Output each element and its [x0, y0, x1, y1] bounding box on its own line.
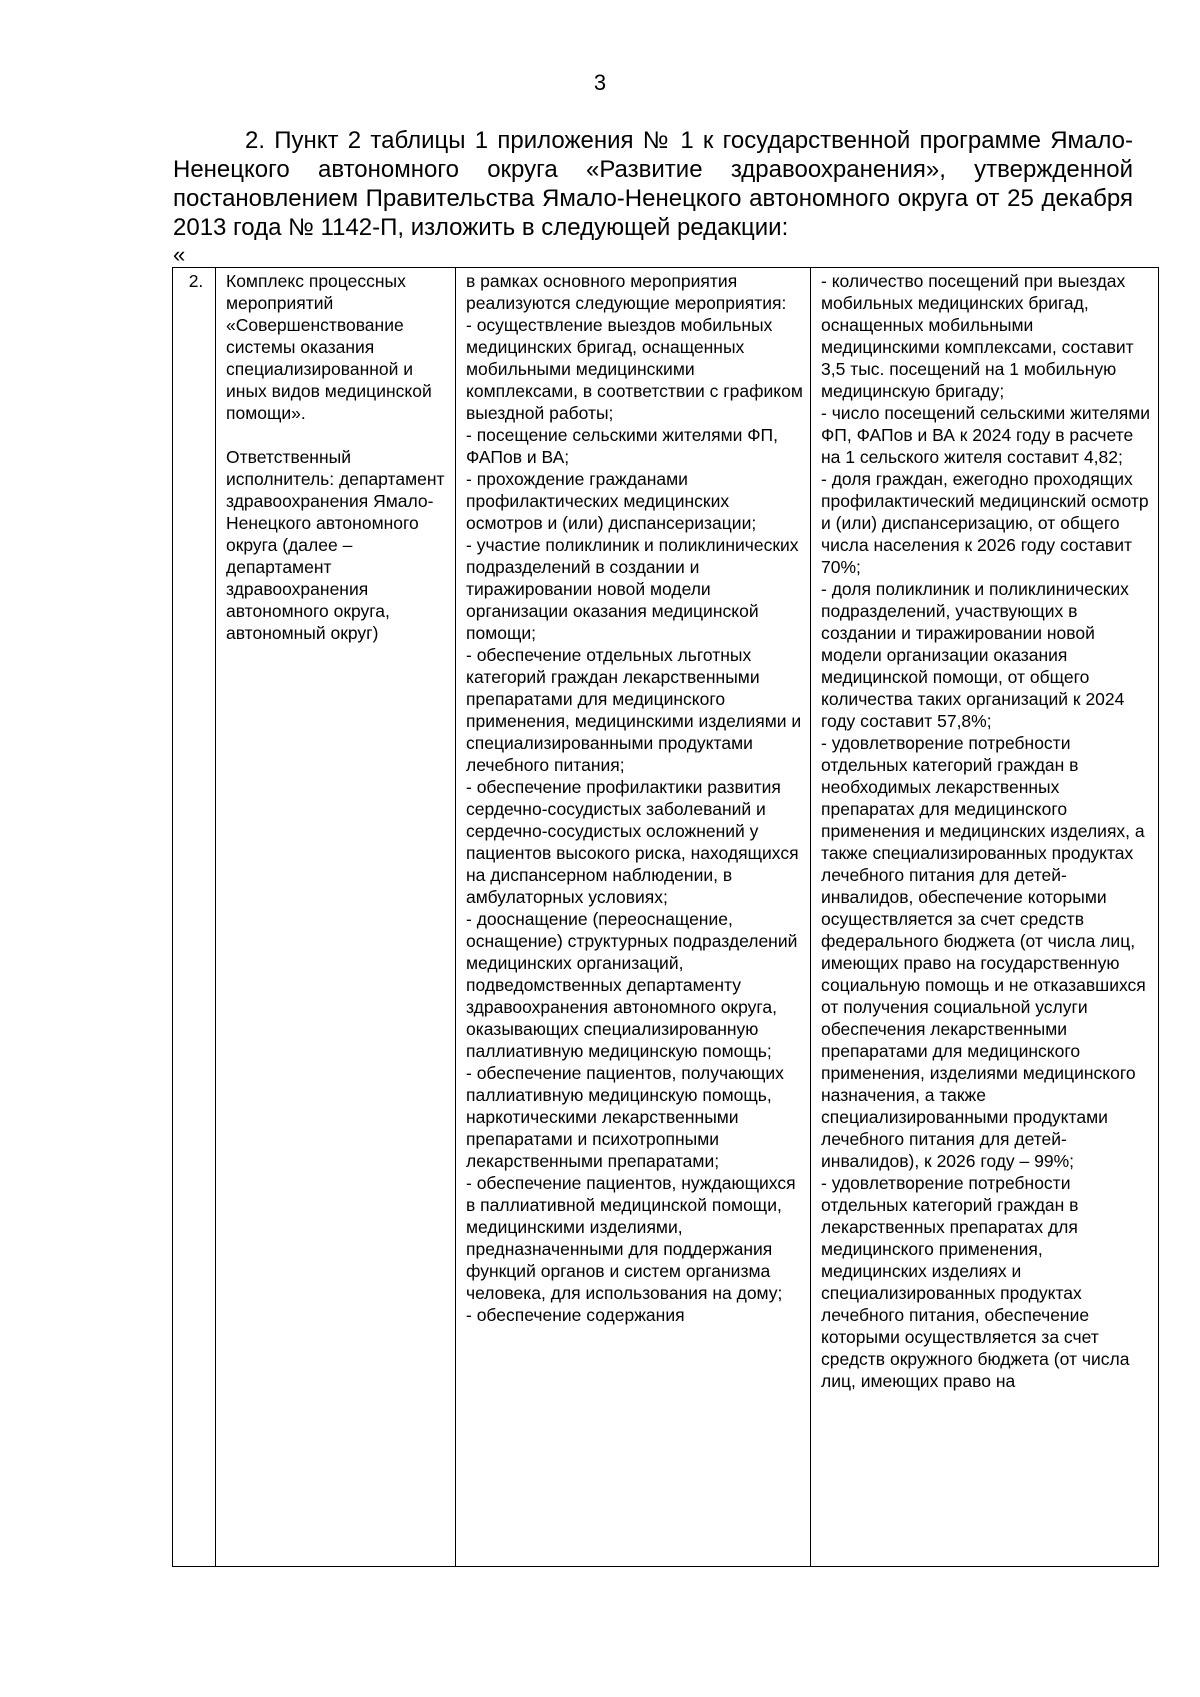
- complex-name: Комплекс процессных мероприятий «Совершенствование системы оказания специализированной и иных видов медицинской помощи».: [226, 271, 432, 423]
- results-cell: [811, 268, 1159, 1567]
- responsible-executor: Ответственный исполнитель: департамент здравоохранения Ямало-Ненецкого автономного округа (далее – департамент здравоохранения автономного округа, автономный округ): [226, 447, 445, 643]
- page-number: 3: [593, 70, 607, 95]
- measure-item: - участие поликлиник и поликлинических подразделений в создании и тиражировании новой модели организации оказания медицинской помощи;: [466, 535, 799, 643]
- measure-item: - дооснащение (переоснащение, оснащение) структурных подразделений медицинских организаций, подведомственных департаменту здравоохранения автономного округа, оказывающих специализированную паллиативную медицинскую помощь;: [466, 909, 798, 1061]
- result-item: - доля граждан, ежегодно проходящих профилактический медицинский осмотр и (или) диспансеризацию, от общего числа населения к 2026 году составит 70%;: [821, 469, 1149, 577]
- measure-item: - осуществление выездов мобильных медицинских бригад, оснащенных мобильными медицинскими комплексами, в соответствии с графиком выездной работы;: [466, 315, 803, 423]
- result-item: - удовлетворение потребности отдельных категорий граждан в необходимых лекарственных препаратах для медицинского применения и медицинских изделиях, а также специализированных продуктах лечебного питания для детей-инвалидов, обеспечение которыми осуществляется за счет средств федерального бюджета (от числа лиц, имеющих право на государственную социальную помощь и не отказавшихся от получения социальной услуги обеспечения лекарственными препаратами для медицинского применения, изделиями медицинского назначения, а также специализированными продуктами лечебного питания для детей-инвалидов), к 2026 году – 99%;: [821, 733, 1146, 1171]
- measure-item: - посещение сельскими жителями ФП, ФАПов и ВА;: [466, 425, 778, 467]
- measure-item: - обеспечение содержания: [466, 1305, 685, 1325]
- measure-item: - обеспечение пациентов, нуждающихся в паллиативной медицинской помощи, медицинскими изделиями, предназначенными для поддержания функций органов и систем организма человека, для использования на дому;: [466, 1173, 796, 1303]
- intro-paragraph: 2. Пункт 2 таблицы 1 приложения № 1 к государственной программе Ямало-Ненецкого автономного округа «Развитие здравоохранения», утвержденной постановлением Правительства Ямало-Ненецкого автономного округа от 25 декабря 2013 года № 1142-П, изложить в следующей редакции:: [173, 127, 1133, 241]
- measure-item: - обеспечение профилактики развития сердечно-сосудистых заболеваний и сердечно-сосудистых осложнений у пациентов высокого риска, находящихся на диспансерном наблюдении, в амбулаторных условиях;: [466, 777, 799, 907]
- result-item: - доля поликлиник и поликлинических подразделений, участвующих в создании и тиражировании новой модели организации оказания медицинской помощи, от общего количества таких организаций к 2024 году составит 57,8%;: [821, 579, 1129, 731]
- measures-cell: [456, 268, 811, 1567]
- row-number: 2.: [188, 271, 204, 291]
- result-item: - удовлетворение потребности отдельных категорий граждан в лекарственных препаратах для медицинского применения, медицинских изделиях и специализированных продуктах лечебного питания, обеспечение которыми осуществляется за счет средств окружного бюджета (от числа лиц, имеющих право на: [821, 1173, 1130, 1391]
- measure-item: - прохождение гражданами профилактических медицинских осмотров и (или) диспансеризации;: [466, 469, 757, 533]
- result-item: - количество посещений при выездах мобильных медицинских бригад, оснащенных мобильными медицинскими комплексами, составит 3,5 тыс. посещений на 1 мобильную медицинскую бригаду;: [821, 271, 1134, 401]
- opening-quote: «: [173, 242, 186, 267]
- name-cell: [216, 268, 456, 1567]
- table-row: [173, 268, 1159, 1567]
- result-item: - число посещений сельскими жителями ФП, ФАПов и ВА к 2024 году в расчете на 1 сельского жителя составит 4,82;: [821, 403, 1151, 467]
- program-table: [172, 267, 1159, 1567]
- measure-item: - обеспечение пациентов, получающих паллиативную медицинскую помощь, наркотическими лекарственными препаратами и психотропными лекарственными препаратами;: [466, 1063, 784, 1171]
- measure-item: - обеспечение отдельных льготных категорий граждан лекарственными препаратами для медицинского применения, медицинскими изделиями и специализированными продуктами лечебного питания;: [466, 645, 802, 775]
- row-number-cell: [173, 268, 216, 1567]
- measure-item: в рамках основного мероприятия реализуются следующие мероприятия:: [466, 271, 787, 313]
